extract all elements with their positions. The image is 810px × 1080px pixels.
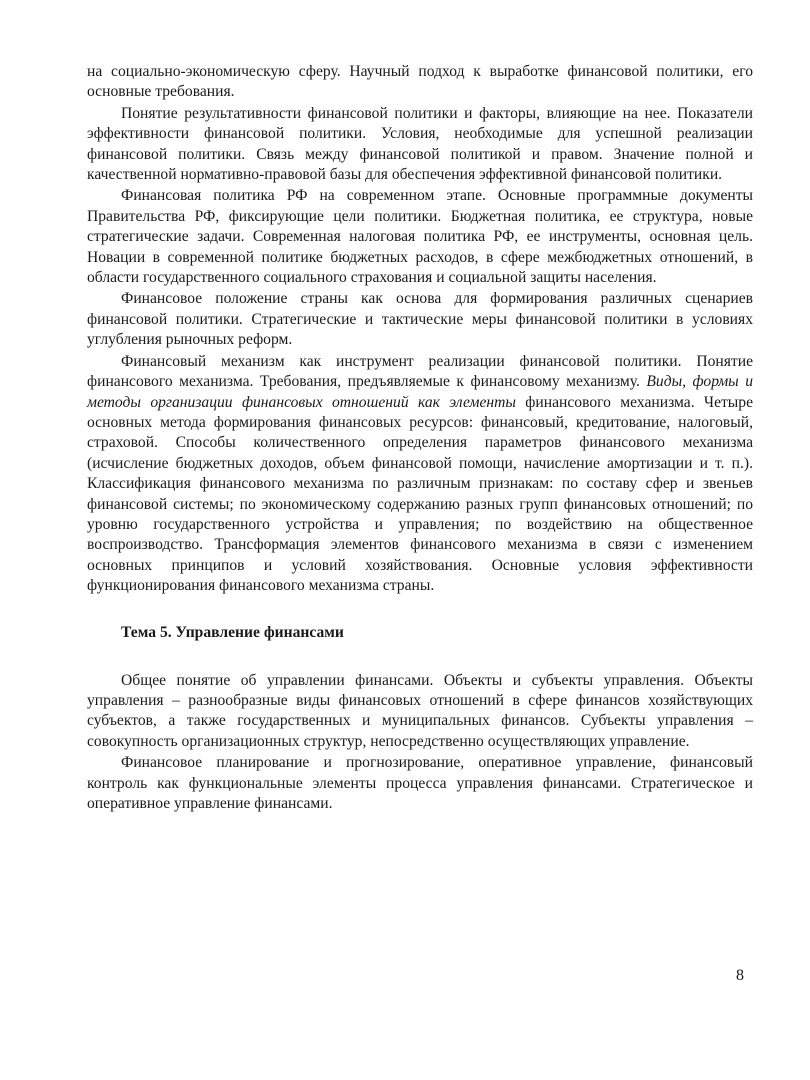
document-page <box>87 62 753 814</box>
section-body <box>87 671 753 815</box>
page-number: 8 <box>736 967 744 984</box>
paragraph-management-concept: Общее понятие об управлении финансами. Объекты и субъекты управления. Объекты управления – разнообразные виды финансовых отношений в сфере финансов хозяйствующих субъектов, а также государственных и муниципальных финансов. Субъекты управления – совокупность организационных структур, непосредственно осуществляющих управление. <box>87 671 753 750</box>
mechanism-text-italic: Виды, формы и методы организации финансовых отношений как элементы <box>87 373 753 411</box>
section-heading: Тема 5. Управление финансами <box>121 623 344 641</box>
paragraph-financial-mechanism <box>87 352 753 597</box>
mechanism-text-start: Финансовый механизм как инструмент реализации финансовой политики. Понятие финансового механизма. Требования, предъявляемые к финансовому механизму. <box>87 352 753 391</box>
paragraph-continuation: на социально-экономическую сферу. Научный подход к выработке финансовой политики, его основные требования. <box>87 63 753 101</box>
paragraph-planning: Финансовое планирование и прогнозирование, оперативное управление, финансовый контроль как функциональные элементы процесса управления финансами. Стратегическое и оперативное управление финансами. <box>87 754 753 812</box>
paragraph-financial-position: Финансовое положение страны как основа для формирования различных сценариев финансовой политики. Стратегические и тактические меры финансовой политики в условиях углубления рыночных реформ. <box>87 290 753 349</box>
paragraph-current-policy: Финансовая политика РФ на современном этапе. Основные программные документы Правительства РФ, фиксирующие цели политики. Бюджетная политика, ее структура, новые стратегические задачи. Современная налоговая политика РФ, ее инструменты, основная цель. Новации в современной политике бюджетных расходов, в сфере межбюджетных отношений, в области государственного социального страхования и социальной защиты населения. <box>87 187 753 287</box>
mechanism-text-end: финансового механизма. Четыре основных метода формирования финансовых ресурсов: финансовый, кредитование, налоговый, страховой. Способы количественного определения параметров финансового механизма (исчисление бюджетных доходов, объем финансовой помощи, начисление амортизации и т. п.). Классификация финансового механизма по различным признакам: по составу сфер и звеньев финансовой системы; по экономическому содержанию разных групп финансовых отношений; по уровню государственного устройства и управления; по воздействию на общественное воспроизводство. Трансформация элементов финансового механизма в связи с изменением основных принципов и условий хозяйствования. Основные условия эффективности функционирования финансового механизма страны. <box>87 393 753 595</box>
paragraph-policy-effectiveness: Понятие результативности финансовой политики и факторы, влияющие на нее. Показатели эффективности финансовой политики. Условия, необходимые для успешной реализации финансовой политики. Связь между финансовой политикой и правом. Значение полной и качественной нормативно-правовой базы для обеспечения эффективной финансовой политики. <box>87 104 753 184</box>
